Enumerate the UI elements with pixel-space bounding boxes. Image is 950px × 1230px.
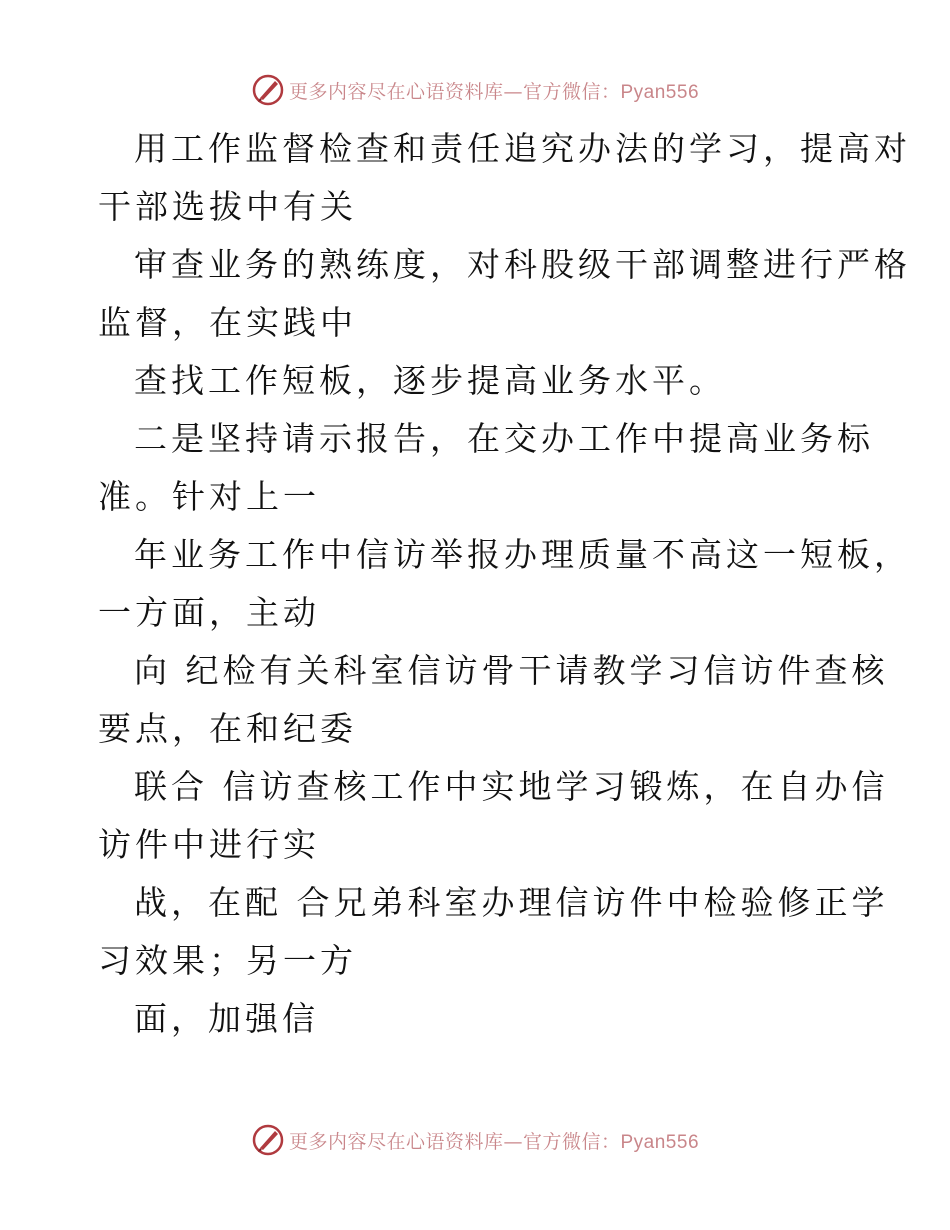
quill-pen-logo-icon (251, 73, 285, 107)
text-line: 审查业务的熟练度，对科股级干部调整进行严格 (134, 245, 911, 284)
text-line: 面，加强信 (134, 999, 319, 1038)
text-line: 用工作监督检查和责任追究办法的学习，提高对 (134, 129, 911, 168)
text-line: 战，在配 合兄弟科室办理信访件中检验修正学 (134, 883, 889, 922)
wechat-id: Pyan556 (620, 81, 700, 103)
text-line: 联合 信访查核工作中实地学习锻炼，在自办信 (134, 767, 889, 806)
text-line: 习效果；另一方 (98, 941, 357, 980)
watermark-text: 更多内容尽在心语资料库—官方微信：Pyan556 (288, 1130, 700, 1153)
text-line: 访件中进行实 (98, 825, 320, 864)
text-line: 二是坚持请示报告，在交办工作中提高业务标 (134, 419, 874, 458)
footer-watermark (0, 1120, 950, 1160)
text-line: 年业务工作中信访举报办理质量不高这一短板， (134, 535, 911, 574)
text-line: 干部选拔中有关 (98, 187, 357, 226)
text-line: 要点，在和纪委 (98, 709, 357, 748)
wechat-id: Pyan556 (620, 1131, 700, 1153)
text-line: 准。针对上一 (98, 477, 320, 516)
document-body (98, 120, 911, 1048)
text-line: 一方面，主动 (98, 593, 320, 632)
text-line: 查找工作短板，逐步提高业务水平。 (134, 361, 726, 400)
text-line: 监督，在实践中 (98, 303, 357, 342)
quill-pen-logo-icon (251, 1123, 285, 1157)
text-line: 向 纪检有关科室信访骨干请教学习信访件查核 (134, 651, 889, 690)
watermark-text: 更多内容尽在心语资料库—官方微信：Pyan556 (288, 80, 700, 103)
header-watermark (0, 70, 950, 110)
